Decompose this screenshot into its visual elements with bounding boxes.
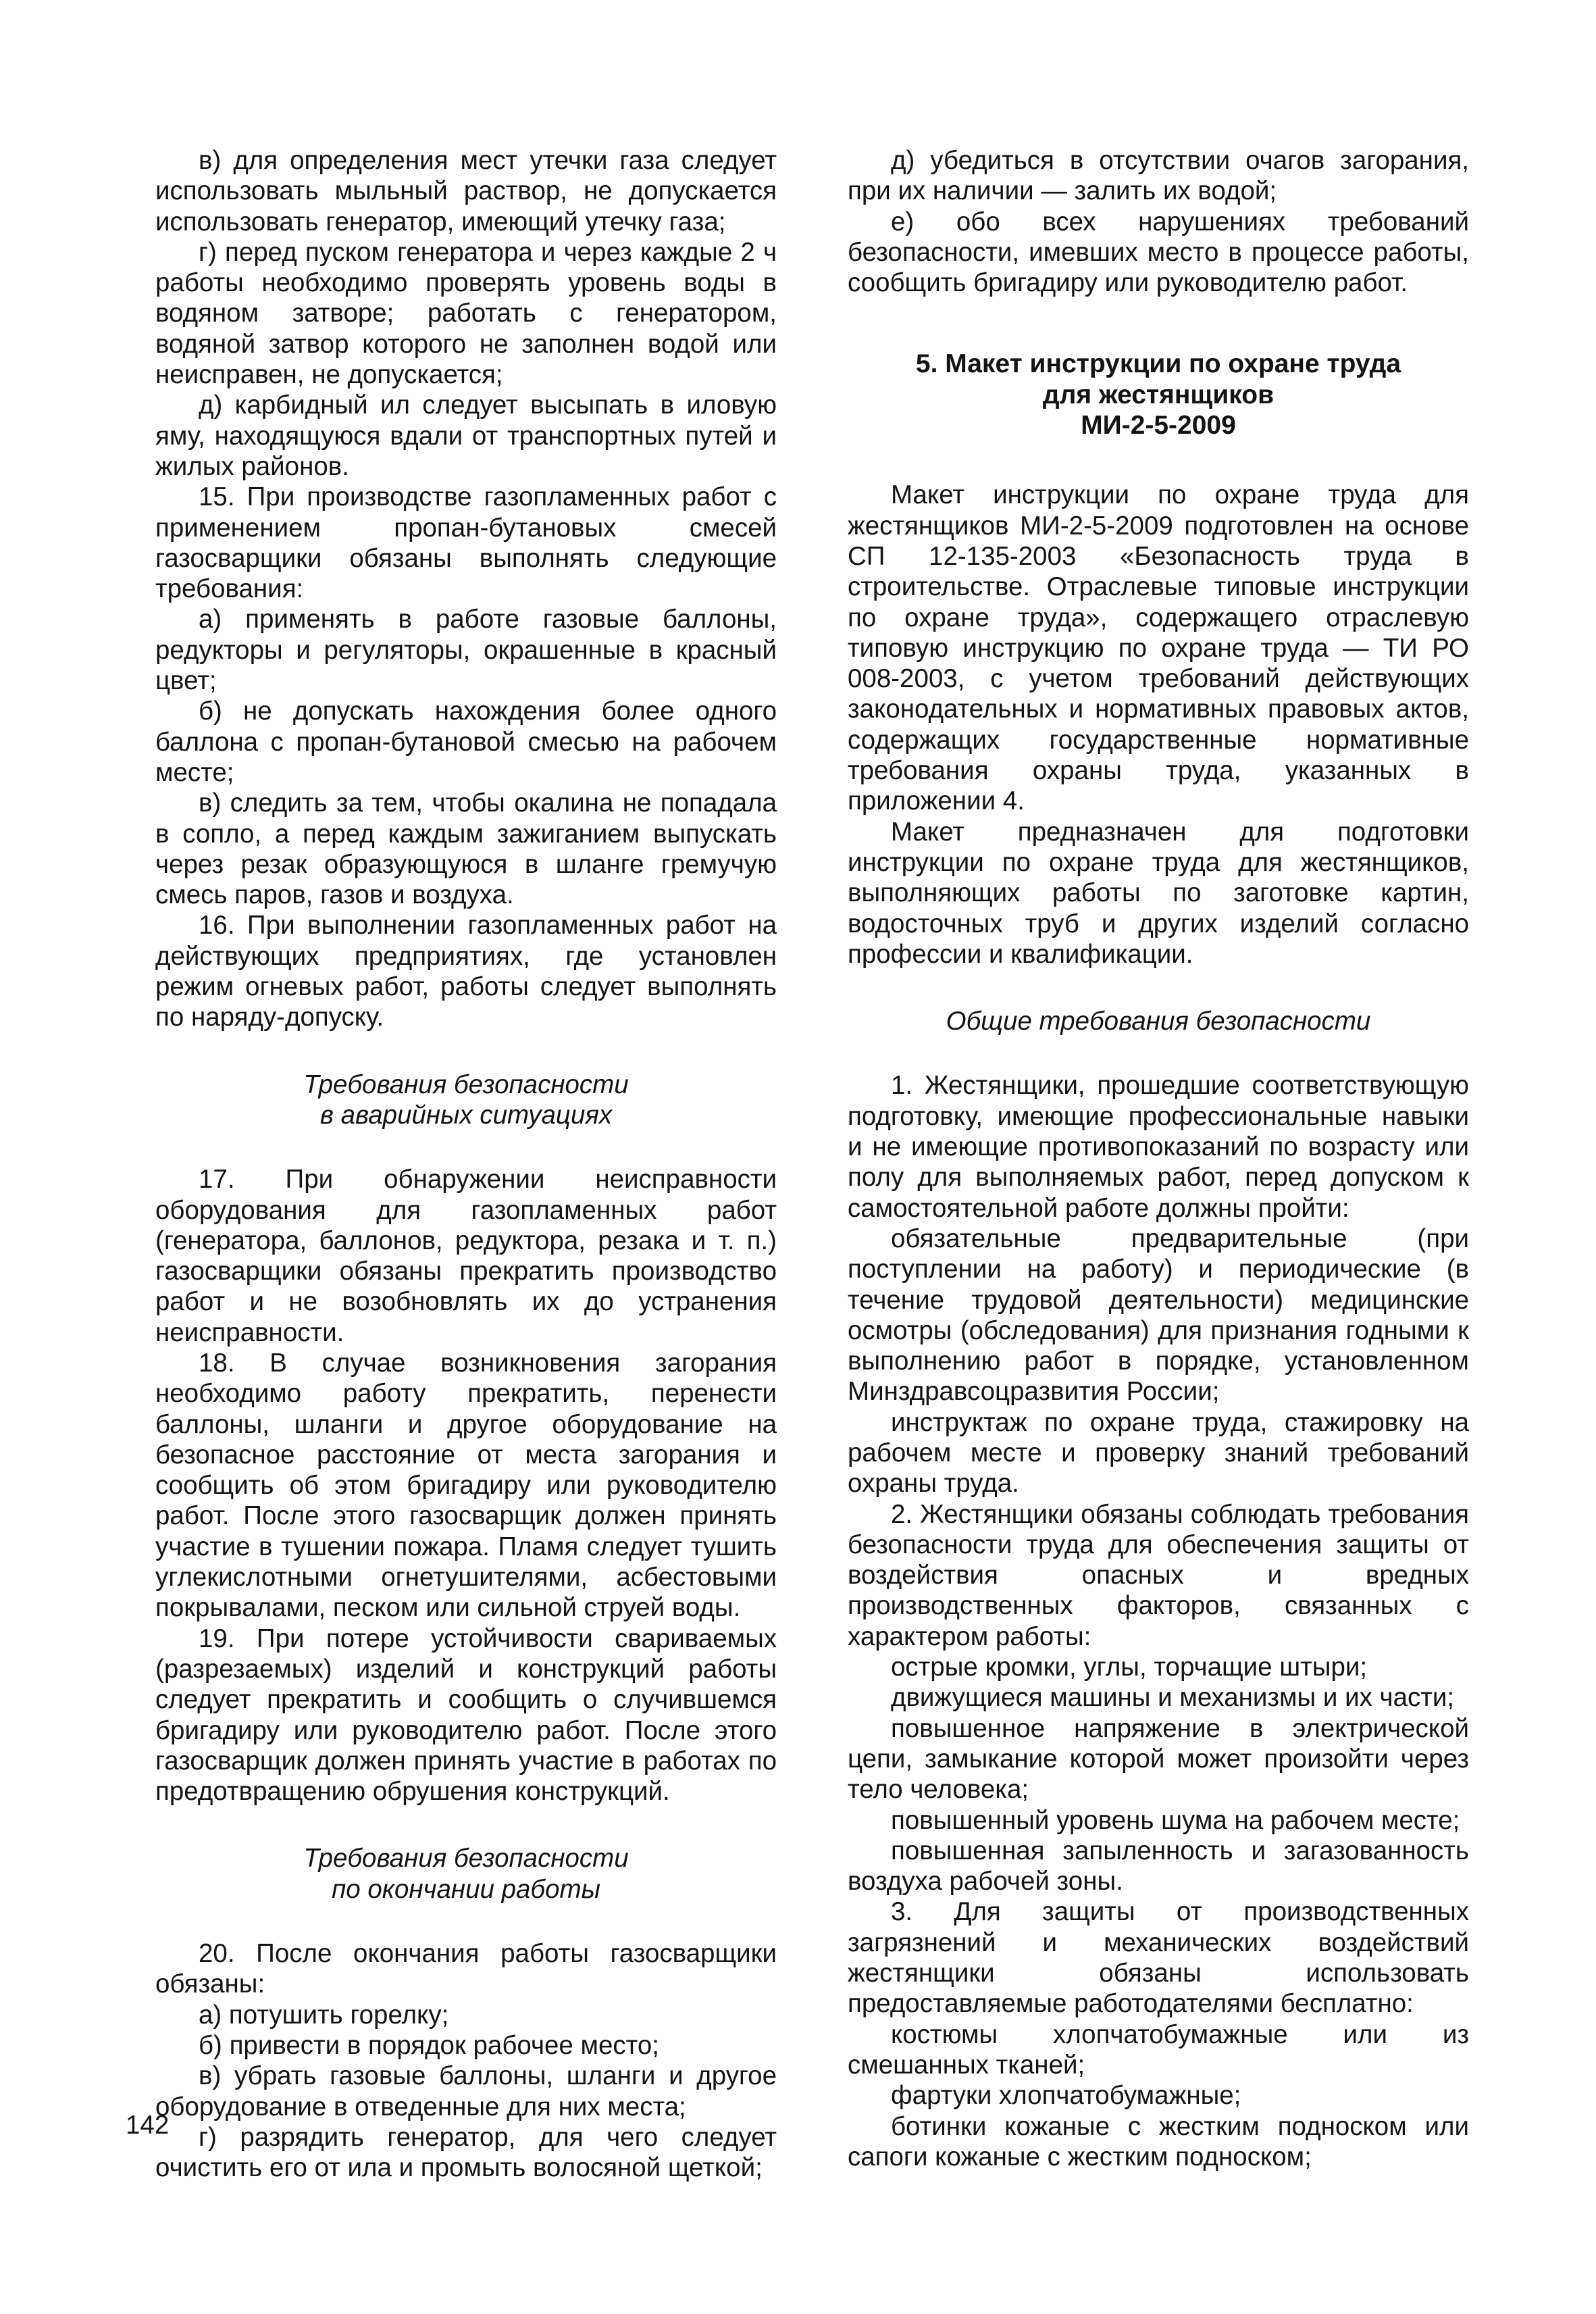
paragraph: 16. При выполнении газопламенных работ на действующих предприятиях, где установлен режим огневых работ, работы следует выполнять по наряду-допуску.	[155, 911, 777, 1032]
paragraph: фартуки хлопчатобумажные;	[891, 2081, 1241, 2111]
paragraph: ботинки кожаные с жестким подноском или сапоги кожаные с жестким подноском;	[848, 2111, 1469, 2171]
paragraph: повышенная запыленность и загазованность воздуха рабочей зоны.	[848, 1836, 1469, 1896]
left-column	[155, 145, 777, 2183]
paragraph: Макет предназначен для подготовки инструкции по охране труда для жестянщиков, выполняющих работы по заготовке картин, водосточных труб и других изделий согласно профессии и квалификации.	[848, 817, 1469, 969]
paragraph: 19. При потере устойчивости свариваемых (разрезаемых) изделий и конструкций работы следует прекратить и сообщить о случившемся бригадиру или руководителю работ. После этого газосварщик должен принять участие в работах по предотвращению обрушения конструкций.	[155, 1624, 777, 1807]
heading-line: в аварийных ситуациях	[319, 1100, 613, 1130]
paragraph: 3. Для защиты от производственных загрязнений и механических воздействий жестянщики обязаны использовать предоставляемые работодателями бесплатно:	[848, 1897, 1469, 2019]
paragraph: в) для определения мест утечки газа следует использовать мыльный раствор, не допускается использовать генератор, имеющий утечку газа;	[155, 146, 777, 236]
paragraph: в) убрать газовые баллоны, шланги и другое оборудование в отведенные для них места;	[155, 2061, 777, 2121]
page-number: 142	[126, 2111, 170, 2140]
paragraph: в) следить за тем, чтобы окалина не попадала в сопло, а перед каждым зажиганием выпускать через резак образующуюся в шланге гремучую смесь паров, газов и воздуха.	[155, 788, 777, 910]
paragraph: 20. После окончания работы газосварщики обязаны:	[155, 1939, 777, 1999]
paragraph: б) не допускать нахождения более одного баллона с пропан-бутановой смесью на рабочем месте;	[155, 697, 777, 787]
paragraph: Макет инструкции по охране труда для жестянщиков МИ-2-5-2009 подготовлен на основе СП 12-135-2003 «Безопасность труда в строительстве. Отраслевые типовые инструкции по охране труда», содержащего отраслевую типовую инструкцию по охране труда — ТИ РО 008-2003, с учетом требований действующих законодательных и нормативных правовых актов, содержащих государственные нормативные требования охраны труда, указанных в приложении 4.	[848, 480, 1469, 816]
paragraph: повышенный уровень шума на рабочем месте;	[891, 1805, 1460, 1835]
heading-line: Требования безопасности	[303, 1070, 629, 1099]
paragraph: д) убедиться в отсутствии очагов загорания, при их наличии — залить их водой;	[848, 146, 1469, 206]
paragraph: б) привести в порядок рабочее место;	[199, 2030, 659, 2060]
paragraph: 2. Жестянщики обязаны соблюдать требования безопасности труда для обеспечения защиты от воздействия опасных и вредных производственных факторов, связанных с характером работы:	[848, 1499, 1469, 1651]
paragraph: а) применять в работе газовые баллоны, редукторы и регуляторы, окрашенные в красный цвет;	[155, 605, 777, 696]
paragraph: острые кромки, углы, торчащие штыри;	[891, 1653, 1368, 1682]
paragraph: а) потушить горелку;	[199, 2000, 449, 2030]
heading-general-requirements	[848, 1006, 1469, 1036]
section-heading-line: для жестянщиков	[1042, 380, 1275, 409]
paragraph: е) обо всех нарушениях требований безопасности, имевших место в процессе работы, сообщить бригадиру или руководителю работ.	[848, 207, 1469, 298]
heading-end-of-work	[155, 1843, 777, 1905]
heading-line: по окончании работы	[332, 1874, 600, 1904]
right-text-block-c	[848, 1070, 1469, 2172]
section-heading-line: 5. Макет инструкции по охране труда	[915, 349, 1401, 379]
paragraph: костюмы хлопчатобумажные или из смешанных тканей;	[848, 2019, 1469, 2080]
paragraph: г) разрядить генератор, для чего следует очистить его от ила и промыть волосяной щеткой;	[155, 2122, 777, 2183]
heading-line: Общие требования безопасности	[946, 1007, 1371, 1036]
left-text-block-a	[155, 145, 777, 1033]
right-text-block-b	[848, 480, 1469, 970]
right-text-block-a	[848, 145, 1469, 298]
right-column	[848, 145, 1469, 2172]
heading-emergency	[155, 1070, 777, 1131]
paragraph: г) перед пуском генератора и через каждые 2 ч работы необходимо проверять уровень воды в водяном затворе; работать с генератором, водяной затвор которого не заполнен водой или неисправен, не допускается;	[155, 237, 777, 390]
paragraph: 1. Жестянщики, прошедшие соответствующую подготовку, имеющие профессиональные навыки и не имеющие противопоказаний по возрасту или полу для выполняемых работ, перед допуском к самостоятельной работе должны пройти:	[848, 1071, 1469, 1223]
paragraph: 18. В случае возникновения загорания необходимо работу прекратить, перенести баллоны, шланги и другое оборудование на безопасное расстояние от места загорания и сообщить об этом бригадиру или руководителю работ. После этого газосварщик должен принять участие в тушении пожара. Пламя следует тушить углекислотными огнетушителями, асбестовыми покрывалами, песком или сильной струей воды.	[155, 1348, 777, 1623]
section-heading	[848, 349, 1469, 441]
paragraph: 15. При производстве газопламенных работ с применением пропан-бутановых смесей газосварщики обязаны выполнять следующие требования:	[155, 482, 777, 604]
left-text-block-c	[155, 1938, 777, 2183]
heading-line: Требования безопасности	[303, 1844, 629, 1873]
paragraph: 17. При обнаружении неисправности оборудования для газопламенных работ (генератора, баллонов, редуктора, резака и т. п.) газосварщики обязаны прекратить производство работ и не возобновлять их до устранения неисправности.	[155, 1165, 777, 1347]
paragraph: обязательные предварительные (при поступлении на работу) и периодические (в течение трудовой деятельности) медицинские осмотры (обследования) для признания годными к выполнению работ в порядке, установленном Минздравсоцразвития России;	[848, 1224, 1469, 1407]
paragraph: инструктаж по охране труда, стажировку на рабочем месте и проверку знаний требований охраны труда.	[848, 1407, 1469, 1499]
paragraph: д) карбидный ил следует высыпать в иловую яму, находящуюся вдали от транспортных путей и жилых районов.	[155, 391, 777, 481]
section-heading-code: МИ-2-5-2009	[1081, 411, 1236, 441]
paragraph: повышенное напряжение в электрической цепи, замыкание которой может произойти через тело человека;	[848, 1713, 1469, 1805]
paragraph: движущиеся машины и механизмы и их части;	[891, 1683, 1455, 1713]
left-text-block-b	[155, 1164, 777, 1807]
